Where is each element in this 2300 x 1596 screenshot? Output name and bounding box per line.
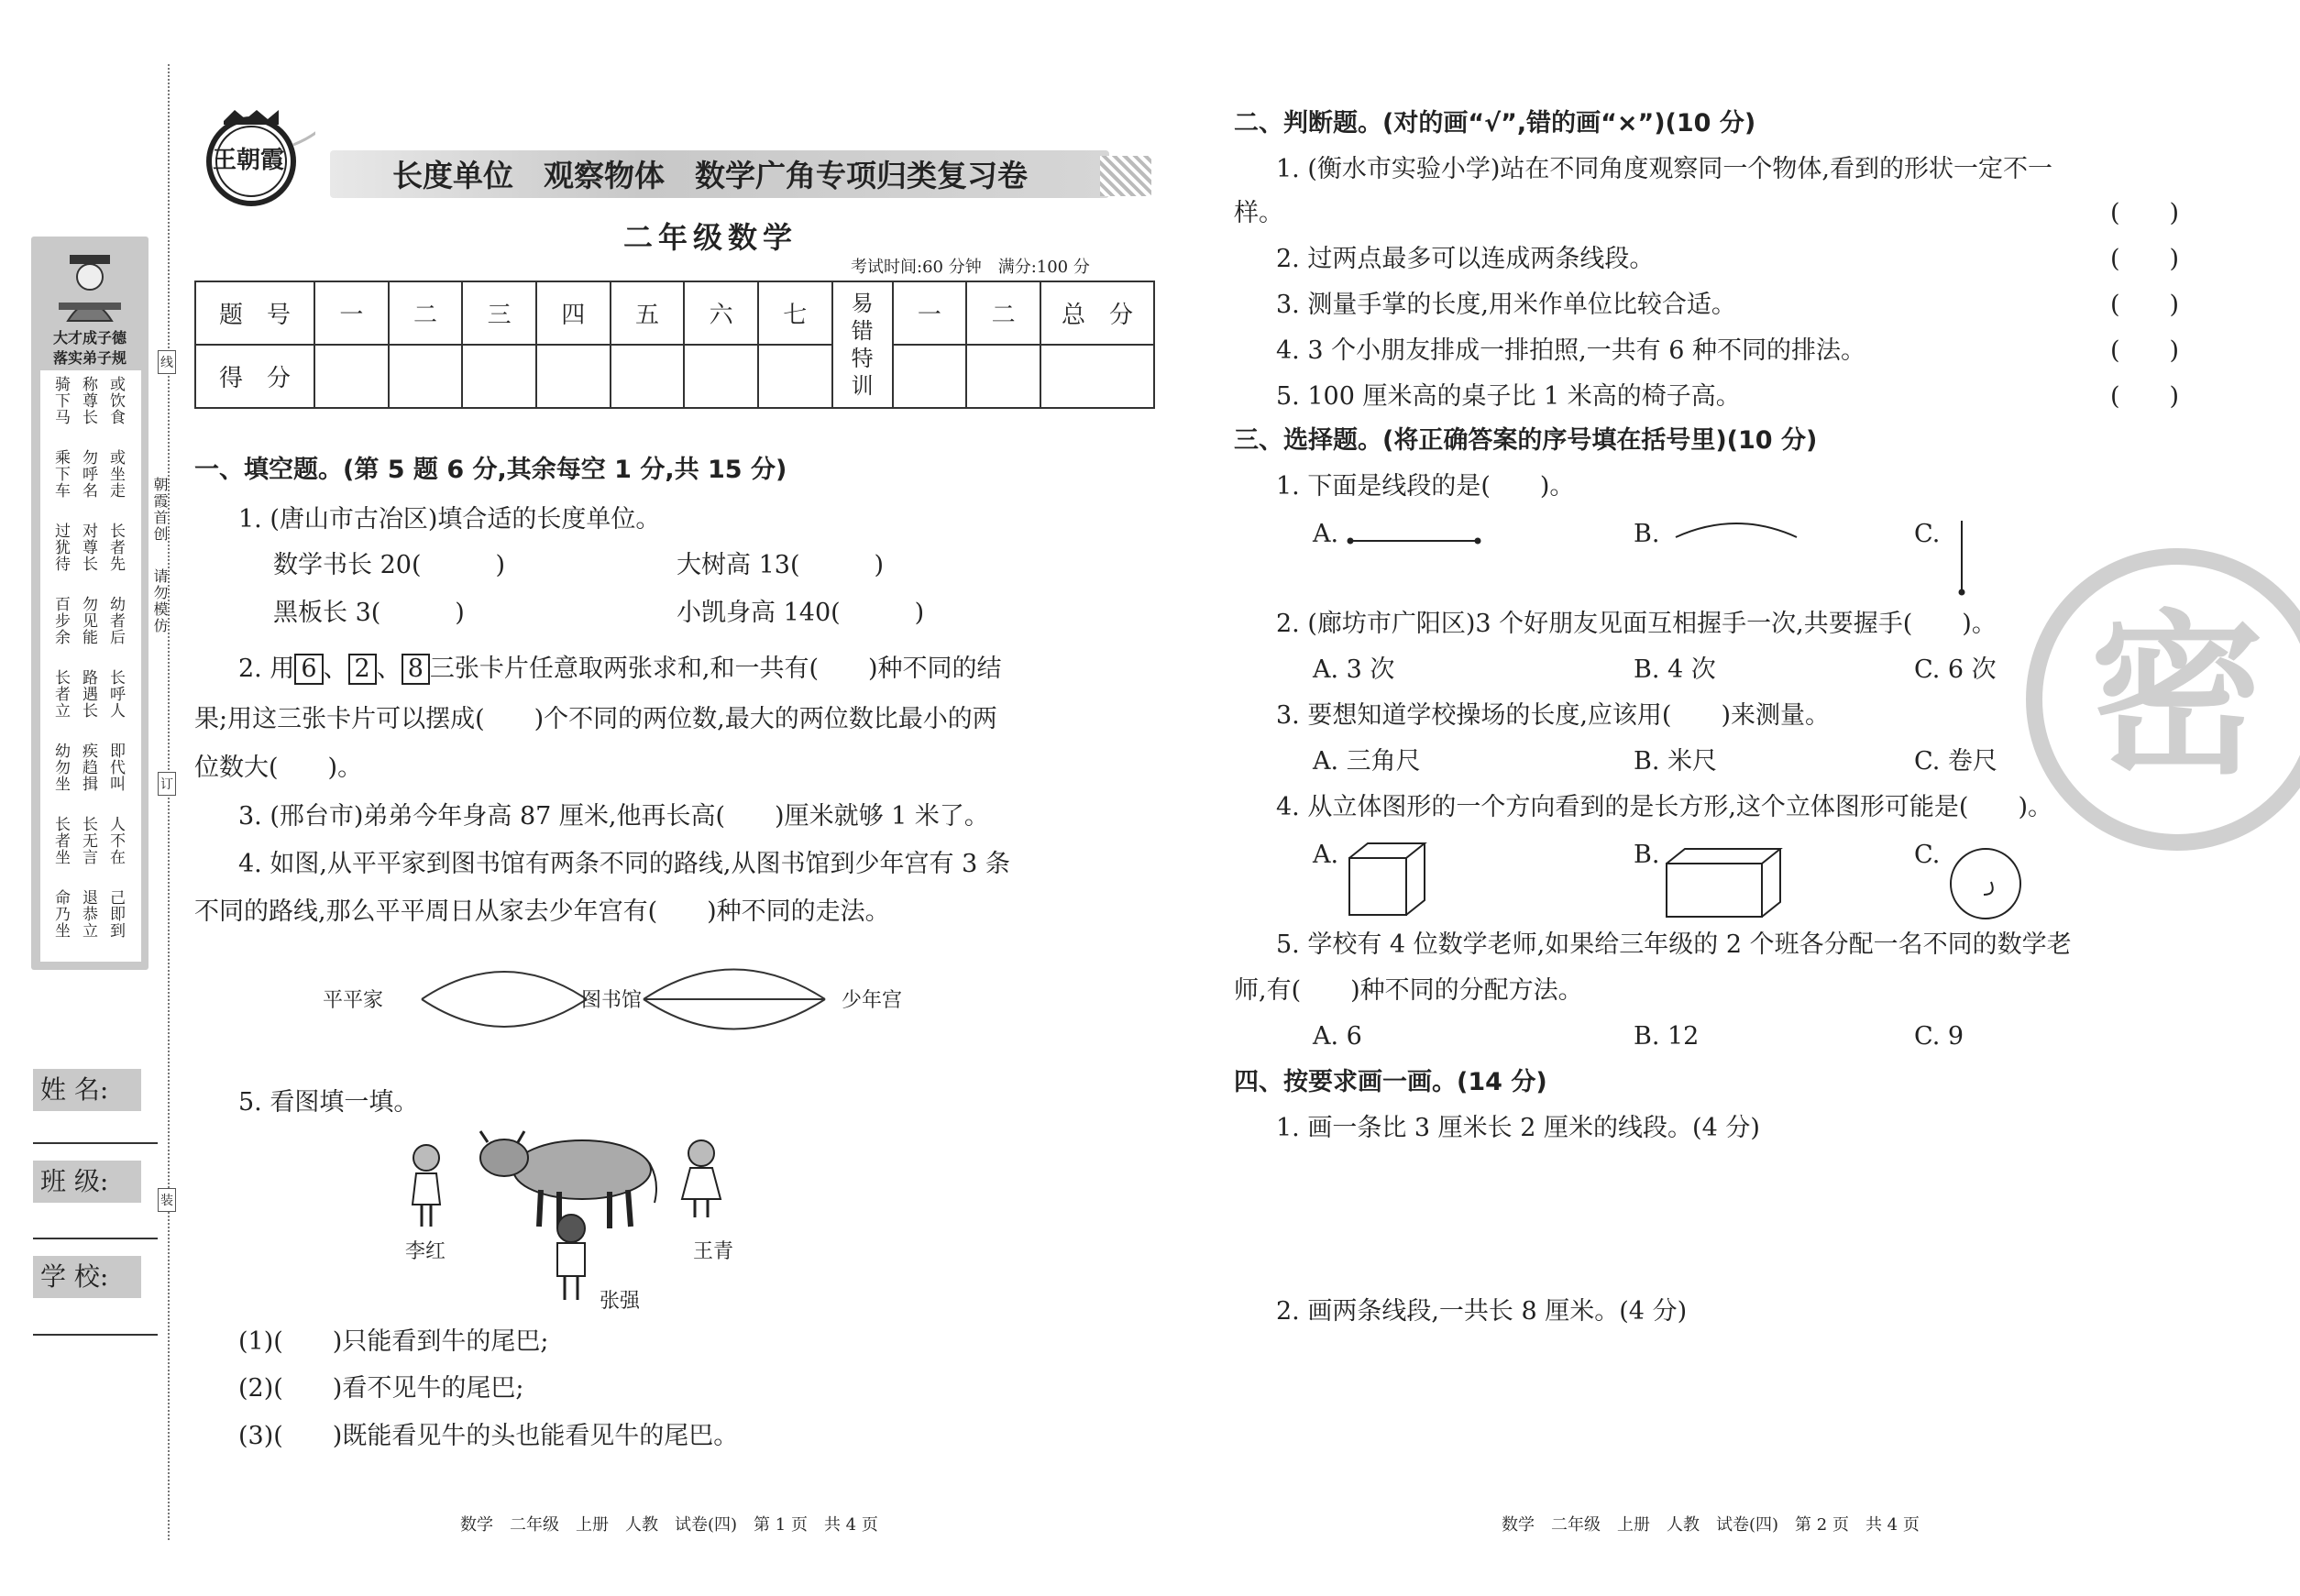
map-label-palace: 少年宫 [842, 989, 903, 1012]
girl-left-icon [413, 1145, 440, 1227]
motto-column-text: 即代叫 [106, 743, 125, 792]
segment-figure [1346, 528, 1483, 554]
map-label-library: 图书馆 [581, 989, 643, 1012]
s3-q3-opt-c: C. 卷尺 [1914, 747, 1997, 776]
section2-heading: 二、判断题。(对的画“√”,错的画“×”)(10 分) [1234, 109, 1756, 138]
score-head-cell: 二 [389, 281, 463, 345]
motto-line-2: 落实弟子规 [52, 349, 127, 367]
s3-q5-line2: 师,有( )种不同的分配方法。 [1234, 976, 1583, 1005]
score-table-row [195, 345, 1154, 408]
motto-column-text: 过犹待 [51, 523, 70, 572]
motto-column-text: 疾趋揖 [79, 743, 97, 792]
boy-icon [557, 1215, 585, 1300]
s3-q5-opt-a: A. 6 [1313, 1022, 1362, 1051]
page-subtitle: 二年级数学 [623, 220, 798, 255]
motto-column-text: 或饮食 [106, 376, 125, 425]
s3-q5-opt-c: C. 9 [1914, 1022, 1964, 1051]
name-field[interactable] [33, 1142, 158, 1144]
person-wangqing: 王青 [693, 1240, 734, 1263]
s3-q1-opt-a: A. [1313, 520, 1339, 548]
answer-paren[interactable]: ( ) [2110, 245, 2180, 273]
score-head-cell: 题 号 [195, 281, 314, 345]
s3-q2-opt-c: C. 6 次 [1914, 655, 1997, 684]
score-cell[interactable] [611, 345, 685, 408]
answer-paren[interactable]: ( ) [2110, 291, 2180, 319]
s3-q3: 3. 要想知道学校操场的长度,应该用( )来测量。 [1276, 701, 1830, 730]
score-head-cell-special [832, 281, 893, 408]
exam-info: 考试时间:60 分钟 满分:100 分 [851, 258, 1090, 277]
motto-column-text: 或坐走 [106, 449, 125, 499]
cow-scene [385, 1126, 752, 1309]
person-zhangqiang: 张强 [600, 1290, 641, 1313]
footer-left: 数学 二年级 上册 人教 试卷(四) 第 1 页 共 4 页 [460, 1515, 878, 1535]
s1-q5a: (1)( )只能看到牛的尾巴; [238, 1327, 549, 1356]
motto-column-text: 幼勿坐 [51, 743, 70, 792]
school-field[interactable] [33, 1334, 158, 1336]
score-head-cell: 五 [611, 281, 685, 345]
motto-column-text: 命乃坐 [51, 889, 70, 939]
s4-q1: 1. 画一条比 3 厘米长 2 厘米的线段。(4 分) [1276, 1114, 1760, 1142]
s1-q1a: 数学书长 20( ) [273, 551, 506, 579]
motto-column-text: 对尊长 [79, 523, 97, 572]
s1-q2-line1 [238, 654, 1002, 685]
motto-column-text: 路遇长 [79, 669, 97, 719]
page-title: 长度单位 观察物体 数学广角专项归类复习卷 [392, 158, 1028, 193]
motto-column-text: 长者坐 [51, 816, 70, 865]
score-cell[interactable] [536, 345, 611, 408]
s3-q1: 1. 下面是线段的是( )。 [1276, 472, 1575, 501]
class-label: 班 级: [33, 1161, 141, 1203]
school-label: 学 校: [33, 1256, 141, 1298]
section3-heading: 三、选择题。(将正确答案的序号填在括号里)(10 分) [1234, 426, 1818, 455]
score-head-cell: 二 [966, 281, 1040, 345]
s4-q2: 2. 画两条线段,一共长 8 厘米。(4 分) [1276, 1297, 1688, 1326]
separator: 、 [323, 655, 348, 683]
section1-heading: 一、填空题。(第 5 题 6 分,其余每空 1 分,共 15 分) [194, 456, 787, 484]
margin-note-1: 朝霞首创 [151, 477, 169, 543]
score-cell[interactable] [314, 345, 389, 408]
score-cell[interactable] [966, 345, 1040, 408]
motto-column-text: 长无言 [79, 816, 97, 865]
s1-q4-line2: 不同的路线,那么平平周日从家去少年宫有( )种不同的走法。 [194, 897, 890, 926]
s2-q3: 3. 测量手掌的长度,用米作单位比较合适。 [1276, 291, 1736, 319]
number-card: 2 [348, 654, 377, 685]
s1-q4-line1: 4. 如图,从平平家到图书馆有两条不同的路线,从图书馆到少年宫有 3 条 [238, 850, 1010, 878]
answer-paren[interactable]: ( ) [2110, 336, 2180, 365]
motto-column-text: 长者立 [51, 669, 70, 719]
s1-q1d: 小凯身高 140( ) [677, 599, 925, 627]
number-card: 6 [294, 654, 323, 685]
title-banner-pattern [1100, 156, 1151, 196]
s1-q2-pre: 2. 用 [238, 655, 295, 683]
motto-line-1: 大才成子德 [52, 329, 127, 347]
scholar-illustration [53, 249, 127, 323]
separator: 、 [376, 655, 402, 683]
seal-mark-zhuang: 装 [158, 1188, 176, 1212]
footer-right: 数学 二年级 上册 人教 试卷(四) 第 2 页 共 4 页 [1502, 1515, 1920, 1535]
s3-q4-opt-b: B. [1634, 841, 1660, 869]
motto-column-text: 长呼人 [106, 669, 125, 719]
score-head-cell: 四 [536, 281, 611, 345]
s1-q2-line2: 果;用这三张卡片可以摆成( )个不同的两位数,最大的两位数比最小的两 [194, 705, 997, 733]
s1-q2-post: 三张卡片任意取两张求和,和一共有( )种不同的结 [429, 655, 1002, 683]
motto-column-text: 长者先 [106, 523, 125, 572]
girl-right-icon [682, 1140, 721, 1217]
motto-column-text: 勿呼名 [79, 449, 97, 499]
map-label-home: 平平家 [323, 989, 384, 1012]
score-cell[interactable] [1040, 345, 1154, 408]
cuboid-figure [1663, 845, 1784, 920]
motto-column-text: 勿见能 [79, 596, 97, 645]
s2-q4: 4. 3 个小朋友排成一排拍照,一共有 6 种不同的排法。 [1276, 336, 1866, 365]
section4-heading: 四、按要求画一画。(14 分) [1234, 1068, 1547, 1096]
cube-figure [1346, 840, 1430, 919]
special-training-label: 易错特训 [851, 291, 874, 399]
seal-mark-ding: 订 [158, 772, 176, 796]
score-head-cell: 六 [684, 281, 758, 345]
binding-dotted-line [168, 64, 170, 1540]
score-head-cell: 三 [462, 281, 536, 345]
class-field[interactable] [33, 1238, 158, 1239]
score-head-cell: 七 [758, 281, 832, 345]
motto-column-text: 退恭立 [79, 889, 97, 939]
arc-figure [1672, 515, 1800, 543]
s3-q4-opt-c: C. [1914, 841, 1941, 869]
cow-icon [480, 1131, 656, 1228]
score-cell[interactable] [758, 345, 832, 408]
name-label: 姓 名: [33, 1069, 141, 1111]
s1-q5: 5. 看图填一填。 [238, 1088, 419, 1117]
s3-q5-opt-b: B. 12 [1634, 1022, 1700, 1051]
s1-q1: 1. (唐山市古冶区)填合适的长度单位。 [238, 505, 661, 534]
score-cell[interactable] [893, 345, 967, 408]
motto-column-text: 幼者后 [106, 596, 125, 645]
s1-q1c: 黑板长 3( ) [273, 599, 465, 627]
s3-q5-line1: 5. 学校有 4 位数学老师,如果给三年级的 2 个班各分配一名不同的数学老 [1276, 930, 2072, 959]
s3-q1-opt-c: C. [1914, 520, 1941, 548]
s3-q3-opt-a: A. 三角尺 [1313, 747, 1421, 776]
motto-column-text: 称尊长 [79, 376, 97, 425]
score-cell[interactable] [462, 345, 536, 408]
score-cell[interactable] [684, 345, 758, 408]
margin-note-2: 请勿模仿 [151, 568, 169, 634]
score-head-cell: 一 [893, 281, 967, 345]
s1-q3: 3. (邢台市)弟弟今年身高 87 厘米,他再长高( )厘米就够 1 米了。 [238, 802, 989, 831]
s2-q1-line2: 样。 [1234, 199, 1283, 227]
motto-column-text: 百步余 [51, 596, 70, 645]
s2-q2: 2. 过两点最多可以连成两条线段。 [1276, 245, 1655, 273]
score-head-cell: 总 分 [1040, 281, 1154, 345]
drawing-area-2[interactable] [1276, 1335, 2174, 1491]
s1-q2-line3: 位数大( )。 [194, 754, 363, 782]
answer-paren[interactable]: ( ) [2110, 382, 2180, 411]
s2-q1-line1: 1. (衡水市实验小学)站在不同角度观察同一个物体,看到的形状一定不一 [1276, 155, 2052, 183]
s1-q5c: (3)( )既能看见牛的头也能看见牛的尾巴。 [238, 1422, 739, 1450]
answer-paren[interactable]: ( ) [2110, 199, 2180, 227]
s3-q2: 2. (廊坊市广阳区)3 个好朋友见面互相握手一次,共要握手( )。 [1276, 610, 1997, 638]
motto-column-text: 人不在 [106, 816, 125, 865]
s3-q1-opt-b: B. [1634, 520, 1660, 548]
score-row-label: 得 分 [195, 345, 314, 408]
s1-q5b: (2)( )看不见牛的尾巴; [238, 1374, 524, 1403]
watermark-stamp-text: 密 [2090, 595, 2265, 798]
logo-text: 王朝霞 [213, 147, 285, 174]
s3-q2-opt-b: B. 4 次 [1634, 655, 1716, 684]
score-cell[interactable] [389, 345, 463, 408]
s3-q2-opt-a: A. 3 次 [1313, 655, 1395, 684]
seal-mark-line: 线 [158, 350, 176, 374]
s2-q5: 5. 100 厘米高的桌子比 1 米高的椅子高。 [1276, 382, 1741, 411]
s3-q4-opt-a: A. [1313, 841, 1339, 869]
score-table-header-row [195, 281, 1154, 345]
ray-figure [1953, 519, 1971, 598]
motto-column-text: 骑下马 [51, 376, 70, 425]
motto-column-text: 己即到 [106, 889, 125, 939]
sphere-figure [1947, 845, 2024, 922]
person-lihong: 李红 [405, 1240, 446, 1263]
score-head-cell: 一 [314, 281, 389, 345]
s1-q1b: 大树高 13( ) [677, 551, 885, 579]
s3-q4: 4. 从立体图形的一个方向看到的是长方形,这个立体图形可能是( )。 [1276, 793, 2052, 821]
drawing-area-1[interactable] [1276, 1151, 2174, 1289]
motto-column-text: 乘下车 [51, 449, 70, 499]
number-card: 8 [402, 654, 430, 685]
score-table [194, 281, 1155, 409]
s3-q3-opt-b: B. 米尺 [1634, 747, 1718, 776]
